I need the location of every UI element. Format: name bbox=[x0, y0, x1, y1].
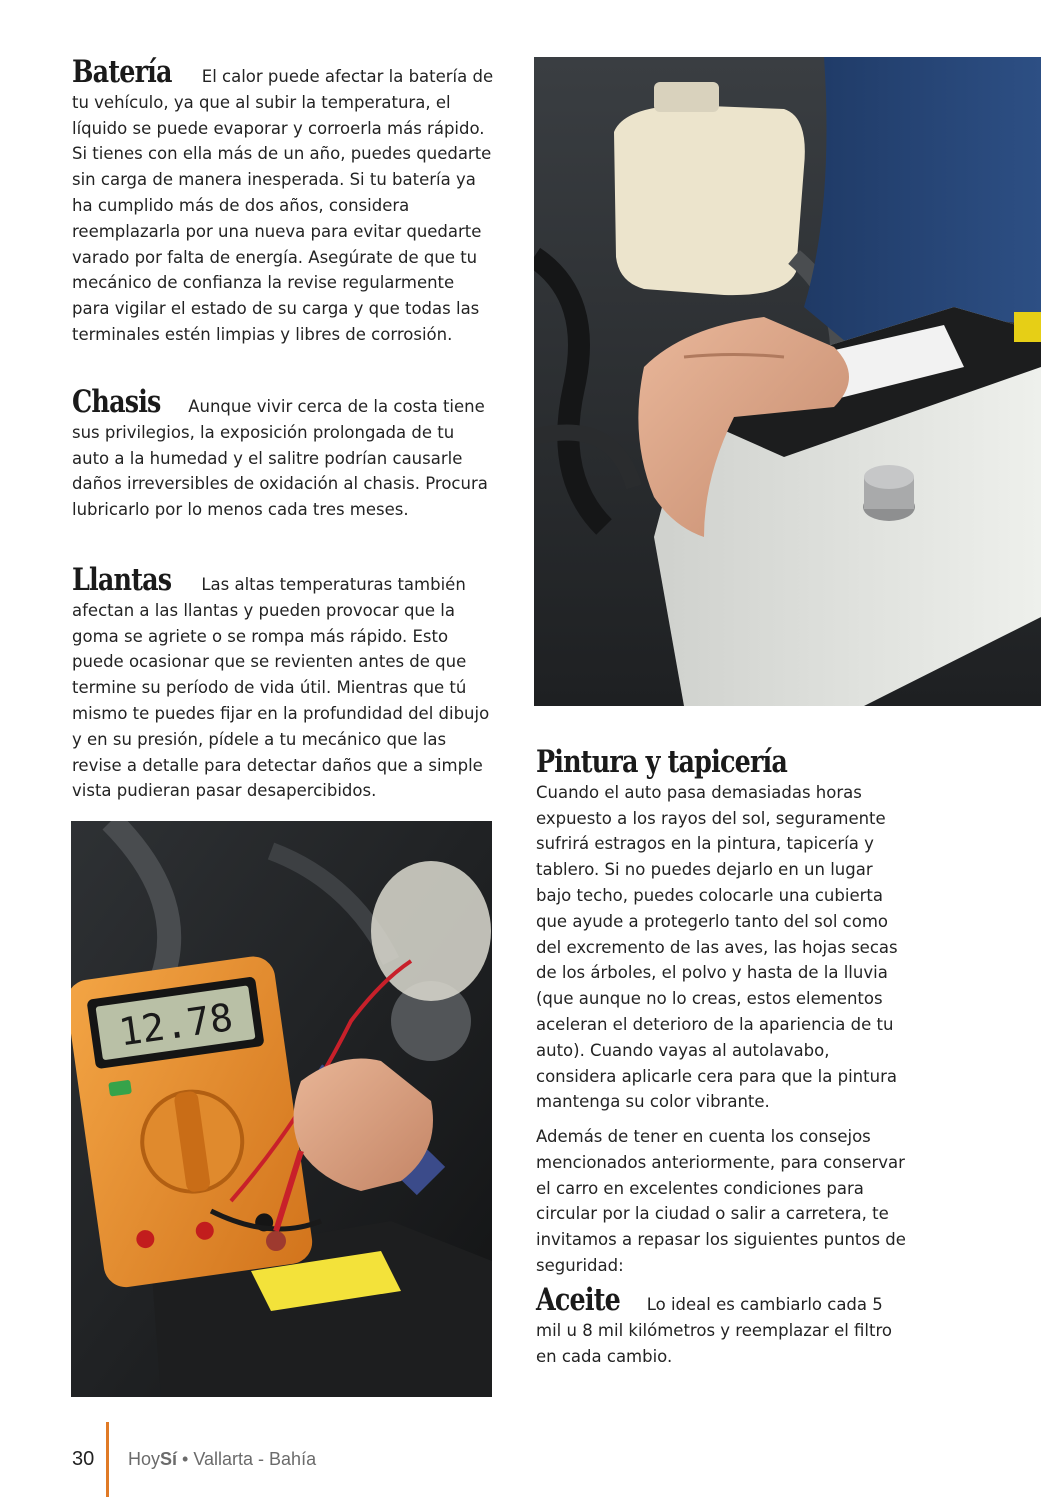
article-chasis bbox=[72, 384, 496, 523]
body-chasis: Aunque vivir cerca de la costa tiene sus privilegios, la exposición prolongada de tu auto a la humedad y el salitre podrían causarle daños irreversibles de oxidación al chasis. Procura lubricarlo por lo menos cada tres meses. bbox=[72, 397, 488, 520]
article-pintura bbox=[536, 744, 911, 1115]
page-number: 30 bbox=[72, 1448, 95, 1470]
brand-si: Sí bbox=[160, 1449, 178, 1469]
article-llantas bbox=[72, 562, 496, 804]
footer-separator: • bbox=[177, 1449, 194, 1469]
body-llantas: Las altas temperaturas también afectan a las llantas y pueden provocar que la goma se agriete o se rompa más rápido. Esto puede ocasionar que se revienten antes de que termine su período de vida útil. Mientras que tú mismo te puedes fijar en la profundidad del dibujo y en su presión, pídele a tu mecánico que las revise a detalle para detectar daños que a simple vista pudieran pasar desapercibidos. bbox=[72, 575, 490, 801]
brand-hoy: Hoy bbox=[128, 1449, 161, 1469]
multimeter-photo bbox=[71, 821, 492, 1397]
battery-illustration bbox=[534, 57, 1041, 706]
heading-llantas: Llantas bbox=[72, 562, 172, 598]
footer-publication bbox=[128, 1449, 316, 1470]
battery-photo bbox=[534, 57, 1041, 706]
heading-pintura: Pintura y tapicería bbox=[536, 744, 788, 780]
article-aceite bbox=[536, 1282, 911, 1369]
heading-aceite: Aceite bbox=[536, 1282, 621, 1318]
multimeter-display: 12.78 bbox=[116, 995, 236, 1055]
heading-bateria: Batería bbox=[72, 54, 172, 90]
multimeter-illustration bbox=[71, 821, 492, 1397]
footer-accent-bar bbox=[106, 1422, 109, 1497]
article-intro bbox=[536, 1124, 911, 1279]
footer-location: Vallarta - Bahía bbox=[193, 1449, 317, 1469]
body-aceite: Lo ideal es cambiarlo cada 5 mil u 8 mil kilómetros y reemplazar el filtro en cada cambio. bbox=[536, 1295, 893, 1366]
body-pintura: Cuando el auto pasa demasiadas horas expuesto a los rayos del sol, seguramente sufrirá estragos en la pintura, tapicería y tablero. Si no puedes dejarlo en un lugar bajo techo, puedes colocarle una cubierta que ayude a protegerlo tanto del sol como del excremento de las aves, las hojas secas de los árboles, el polvo y hasta de la lluvia (que aunque no lo creas, estos elementos aceleran el deterioro de la apariencia de tu auto). Cuando vayas al autolavabo, considera aplicarle cera para que la pintura mantenga su color vibrante. bbox=[536, 782, 898, 1112]
heading-chasis: Chasis bbox=[72, 384, 161, 420]
body-bateria: El calor puede afectar la batería de tu vehículo, ya que al subir la temperatura, el líquido se puede evaporar y corroerla más rápido. Si tienes con ella más de un año, puedes quedarte sin carga de manera inesperada. Si tu batería ya ha cumplido más de dos años, considera reemplazarla por una nueva para evitar quedarte varado por falta de energía. Asegúrate de que tu mecánico de confianza la revise regularmente para vigilar el estado de su carga y que todas las terminales estén limpias y libres de corrosión. bbox=[72, 67, 494, 344]
article-bateria bbox=[72, 54, 496, 348]
body-intro: Además de tener en cuenta los consejos mencionados anteriormente, para conservar el carro en excelentes condiciones para circular por la ciudad o salir a carretera, te invitamos a repasar los siguientes puntos de seguridad: bbox=[536, 1127, 906, 1275]
